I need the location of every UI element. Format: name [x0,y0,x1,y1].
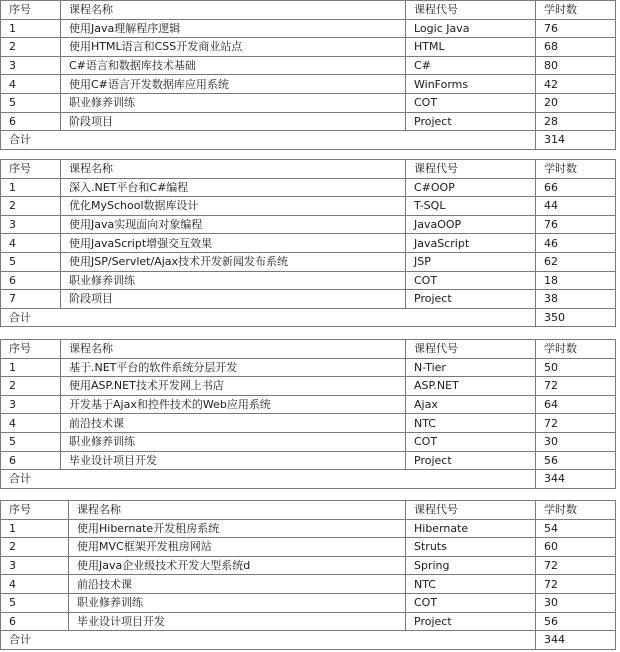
course-hours: 56 [536,451,616,470]
total-label: 合计 [1,131,536,150]
course-name: 使用Java理解程序逻辑 [61,19,406,38]
course-name: 使用JavaScript增强交互效果 [61,234,406,253]
course-name: 优化MySchool数据库设计 [61,197,406,216]
row-index: 5 [1,432,61,451]
course-code: Logic Java [406,19,536,38]
table-row [1,271,616,290]
total-hours: 344 [536,631,616,650]
course-hours: 30 [536,593,616,612]
table-row [1,197,616,216]
course-name: 使用C#语言开发数据库应用系统 [61,75,406,94]
total-hours: 350 [536,308,616,327]
header-index: 序号 [1,1,61,20]
total-label: 合计 [1,631,536,650]
row-index: 1 [1,358,61,377]
course-name: 职业修养训练 [61,271,406,290]
header-course-code: 课程代号 [406,340,536,359]
header-hours: 学时数 [536,340,616,359]
course-hours: 30 [536,432,616,451]
header-index: 序号 [1,501,69,520]
course-hours: 60 [536,538,616,557]
course-name: 职业修养训练 [69,593,406,612]
row-index: 6 [1,112,61,131]
course-name: 前沿技术课 [69,575,406,594]
course-hours: 72 [536,377,616,396]
course-code: Spring [406,556,536,575]
course-hours: 76 [536,215,616,234]
course-name: 职业修养训练 [61,432,406,451]
table-row [1,234,616,253]
header-index: 序号 [1,160,61,179]
table-row [1,556,616,575]
course-name: 毕业设计项目开发 [61,451,406,470]
course-name: 职业修养训练 [61,93,406,112]
course-hours: 80 [536,56,616,75]
course-name: 开发基于Ajax和控件技术的Web应用系统 [61,395,406,414]
course-code: JSP [406,252,536,271]
course-code: Hibernate [406,519,536,538]
course-hours: 44 [536,197,616,216]
course-name: 深入.NET平台和C#编程 [61,178,406,197]
course-code: JavaOOP [406,215,536,234]
table-row [1,377,616,396]
table-row [1,178,616,197]
course-hours: 62 [536,252,616,271]
course-name: 使用ASP.NET技术开发网上书店 [61,377,406,396]
total-row [1,308,616,327]
course-name: 使用JSP/Servlet/Ajax技术开发新闻发布系统 [61,252,406,271]
table-row [1,56,616,75]
total-row [1,631,616,650]
total-row [1,470,616,489]
row-index: 4 [1,414,61,433]
total-hours: 314 [536,131,616,150]
row-index: 1 [1,178,61,197]
course-code: Ajax [406,395,536,414]
header-hours: 学时数 [536,501,616,520]
table-row [1,19,616,38]
row-index: 6 [1,612,69,631]
course-code: ASP.NET [406,377,536,396]
table-row [1,215,616,234]
total-hours: 344 [536,470,616,489]
course-hours: 76 [536,19,616,38]
course-code: COT [406,432,536,451]
row-index: 2 [1,377,61,396]
row-index: 3 [1,556,69,575]
row-index: 2 [1,538,69,557]
table-header-row [1,1,616,20]
table-row [1,112,616,131]
row-index: 6 [1,271,61,290]
header-course-name: 课程名称 [61,160,406,179]
course-code: WinForms [406,75,536,94]
course-name: 使用Hibernate开发租房系统 [69,519,406,538]
row-index: 3 [1,395,61,414]
row-index: 1 [1,519,69,538]
table-row [1,538,616,557]
course-name: 使用Java企业级技术开发大型系统d [69,556,406,575]
table-row [1,612,616,631]
header-course-name: 课程名称 [61,340,406,359]
course-hours: 50 [536,358,616,377]
course-code: N-Tier [406,358,536,377]
row-index: 2 [1,38,61,57]
course-code: Struts [406,538,536,557]
row-index: 4 [1,575,69,594]
course-table-4 [0,500,616,650]
course-hours: 72 [536,414,616,433]
course-hours: 72 [536,556,616,575]
table-header-row [1,340,616,359]
course-name: 毕业设计项目开发 [69,612,406,631]
course-name: 使用HTML语言和CSS开发商业站点 [61,38,406,57]
row-index: 5 [1,93,61,112]
course-hours: 38 [536,290,616,309]
table-header-row [1,160,616,179]
table-row [1,75,616,94]
row-index: 4 [1,234,61,253]
course-code: HTML [406,38,536,57]
course-code: COT [406,593,536,612]
course-table-2 [0,159,616,327]
table-row [1,358,616,377]
table-row [1,93,616,112]
table-row [1,252,616,271]
course-hours: 42 [536,75,616,94]
course-code: C# [406,56,536,75]
course-name: 基于.NET平台的软件系统分层开发 [61,358,406,377]
course-code: C#OOP [406,178,536,197]
header-index: 序号 [1,340,61,359]
course-hours: 28 [536,112,616,131]
header-course-code: 课程代号 [406,160,536,179]
course-code: COT [406,271,536,290]
course-name: 使用Java实现面向对象编程 [61,215,406,234]
course-hours: 64 [536,395,616,414]
row-index: 7 [1,290,61,309]
course-code: Project [406,112,536,131]
header-hours: 学时数 [536,160,616,179]
course-hours: 46 [536,234,616,253]
course-name: C#语言和数据库技术基础 [61,56,406,75]
course-name: 前沿技术课 [61,414,406,433]
row-index: 6 [1,451,61,470]
table-row [1,38,616,57]
course-hours: 20 [536,93,616,112]
row-index: 3 [1,215,61,234]
course-table-1 [0,0,616,150]
table-row [1,593,616,612]
table-row [1,432,616,451]
course-code: JavaScript [406,234,536,253]
table-header-row [1,501,616,520]
course-hours: 72 [536,575,616,594]
row-index: 4 [1,75,61,94]
header-course-name: 课程名称 [61,1,406,20]
course-hours: 54 [536,519,616,538]
course-table-3 [0,339,616,489]
table-row [1,519,616,538]
header-course-code: 课程代号 [406,1,536,20]
course-code: Project [406,612,536,631]
course-hours: 18 [536,271,616,290]
row-index: 2 [1,197,61,216]
course-hours: 68 [536,38,616,57]
course-code: COT [406,93,536,112]
course-code: Project [406,451,536,470]
course-name: 阶段项目 [61,112,406,131]
header-hours: 学时数 [536,1,616,20]
course-code: NTC [406,575,536,594]
course-code: T-SQL [406,197,536,216]
total-label: 合计 [1,308,536,327]
course-hours: 66 [536,178,616,197]
table-row [1,575,616,594]
row-index: 5 [1,593,69,612]
total-row [1,131,616,150]
table-row [1,451,616,470]
course-hours: 56 [536,612,616,631]
course-code: Project [406,290,536,309]
course-code: NTC [406,414,536,433]
header-course-code: 课程代号 [406,501,536,520]
course-name: 使用MVC框架开发租房网站 [69,538,406,557]
row-index: 1 [1,19,61,38]
course-name: 阶段项目 [61,290,406,309]
header-course-name: 课程名称 [69,501,406,520]
row-index: 5 [1,252,61,271]
table-row [1,290,616,309]
table-row [1,395,616,414]
total-label: 合计 [1,470,536,489]
table-row [1,414,616,433]
row-index: 3 [1,56,61,75]
